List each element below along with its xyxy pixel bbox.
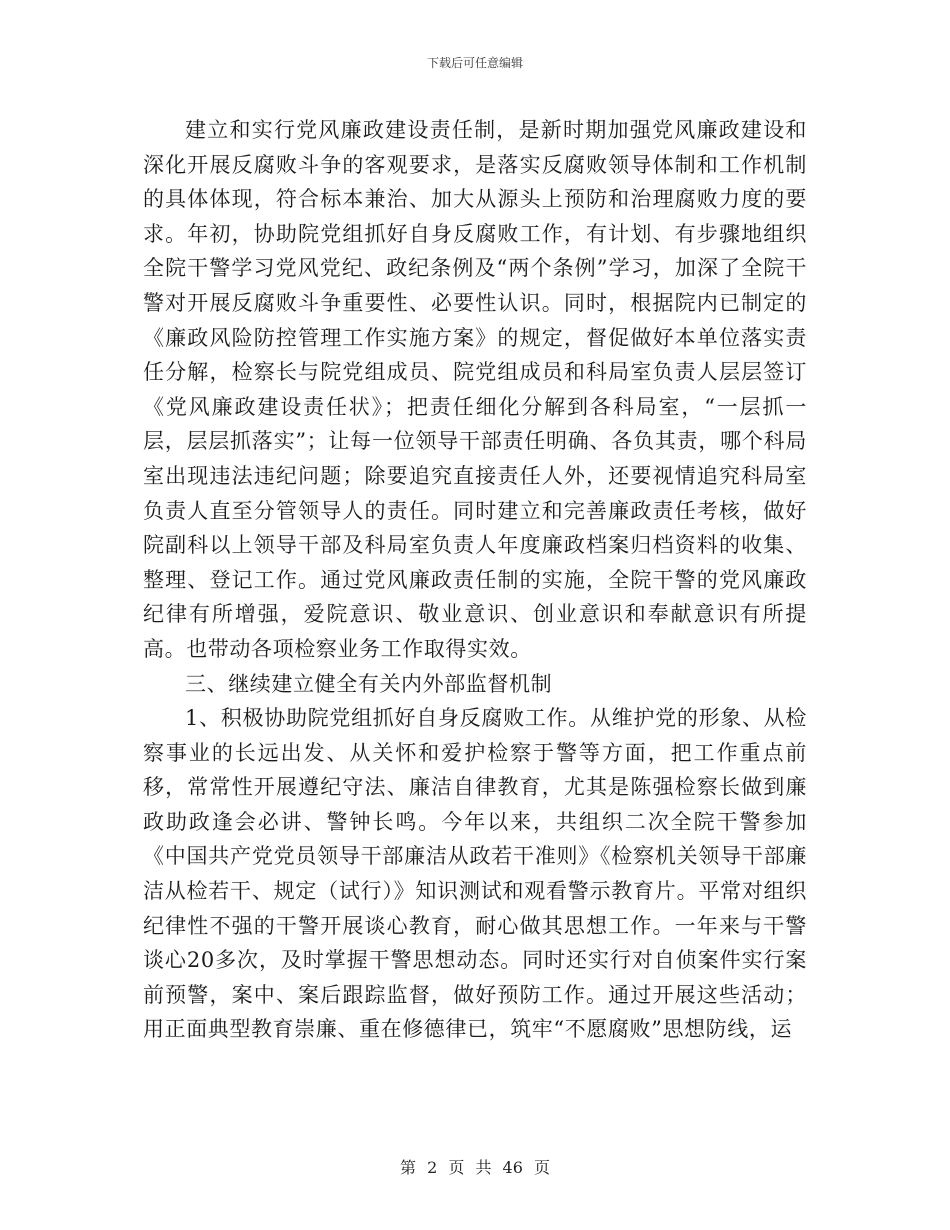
document-body [143, 113, 807, 1047]
paragraph-responsibility-system: 建立和实行党风廉政建设责任制，是新时期加强党风廉政建设和深化开展反腐败斗争的客观要求，是落实反腐败领导体制和工作机制的具体体现，符合标本兼治、加大从源头上预防和治理腐败力度的要求。年初，协助院党组抓好自身反腐败工作，有计划、有步骤地组织全院干警学习党风党纪、政纪条例及“两个条例”学习，加深了全院干警对开展反腐败斗争重要性、必要性认识。同时，根据院内已制定的《廉政风险防控管理工作实施方案》的规定，督促做好本单位落实责任分解，检察长与院党组成员、院党组成员和科局室负责人层层签订《党风廉政建设责任状》；把责任细化分解到各科局室，“一层抓一层，层层抓落实”；让每一位领导干部责任明确、各负其责，哪个科局室出现违法违纪问题；除要追究直接责任人外，还要视情追究科局室负责人直至分管领导人的责任。同时建立和完善廉政责任考核，做好院副科以上领导干部及科局室负责人年度廉政档案归档资料的收集、整理、登记工作。通过党风廉政责任制的实施，全院干警的党风廉政纪律有所增强，爱院意识、敬业意识、创业意识和奉献意识有所提高。也带动各项检察业务工作取得实效。 [143, 118, 807, 661]
header-note: 下载后可任意编辑 [426, 56, 523, 70]
page-number: 第 2 页 共 46 页 [400, 1158, 550, 1177]
section-heading-supervision: 三、继续建立健全有关内外部监督机制 [185, 671, 553, 696]
paragraph-anti-corruption-work: 1、积极协助院党组抓好自身反腐败工作。从维护党的形象、从检察事业的长远出发、从关怀和爱护检察于警等方面，把工作重点前移，常常性开展遵纪守法、廉洁自律教育，尤其是陈强检察长做到廉政助政逢会必讲、警钟长鸣。今年以来，共组织二次全院干警参加《中国共产党党员领导干部廉洁从政若干准则》《检察机关领导干部廉洁从检若干、规定（试行）》知识测试和观看警示教育片。平常对组织纪律性不强的干警开展谈心教育，耐心做其思想工作。一年来与干警谈心20多次，及时掌握干警思想动态。同时还实行对自侦案件实行案前预警，案中、案后跟踪监督，做好预防工作。通过开展这些活动；用正面典型教育崇廉、重在修德律已，筑牢“不愿腐败”思想防线，运 [143, 706, 807, 1042]
